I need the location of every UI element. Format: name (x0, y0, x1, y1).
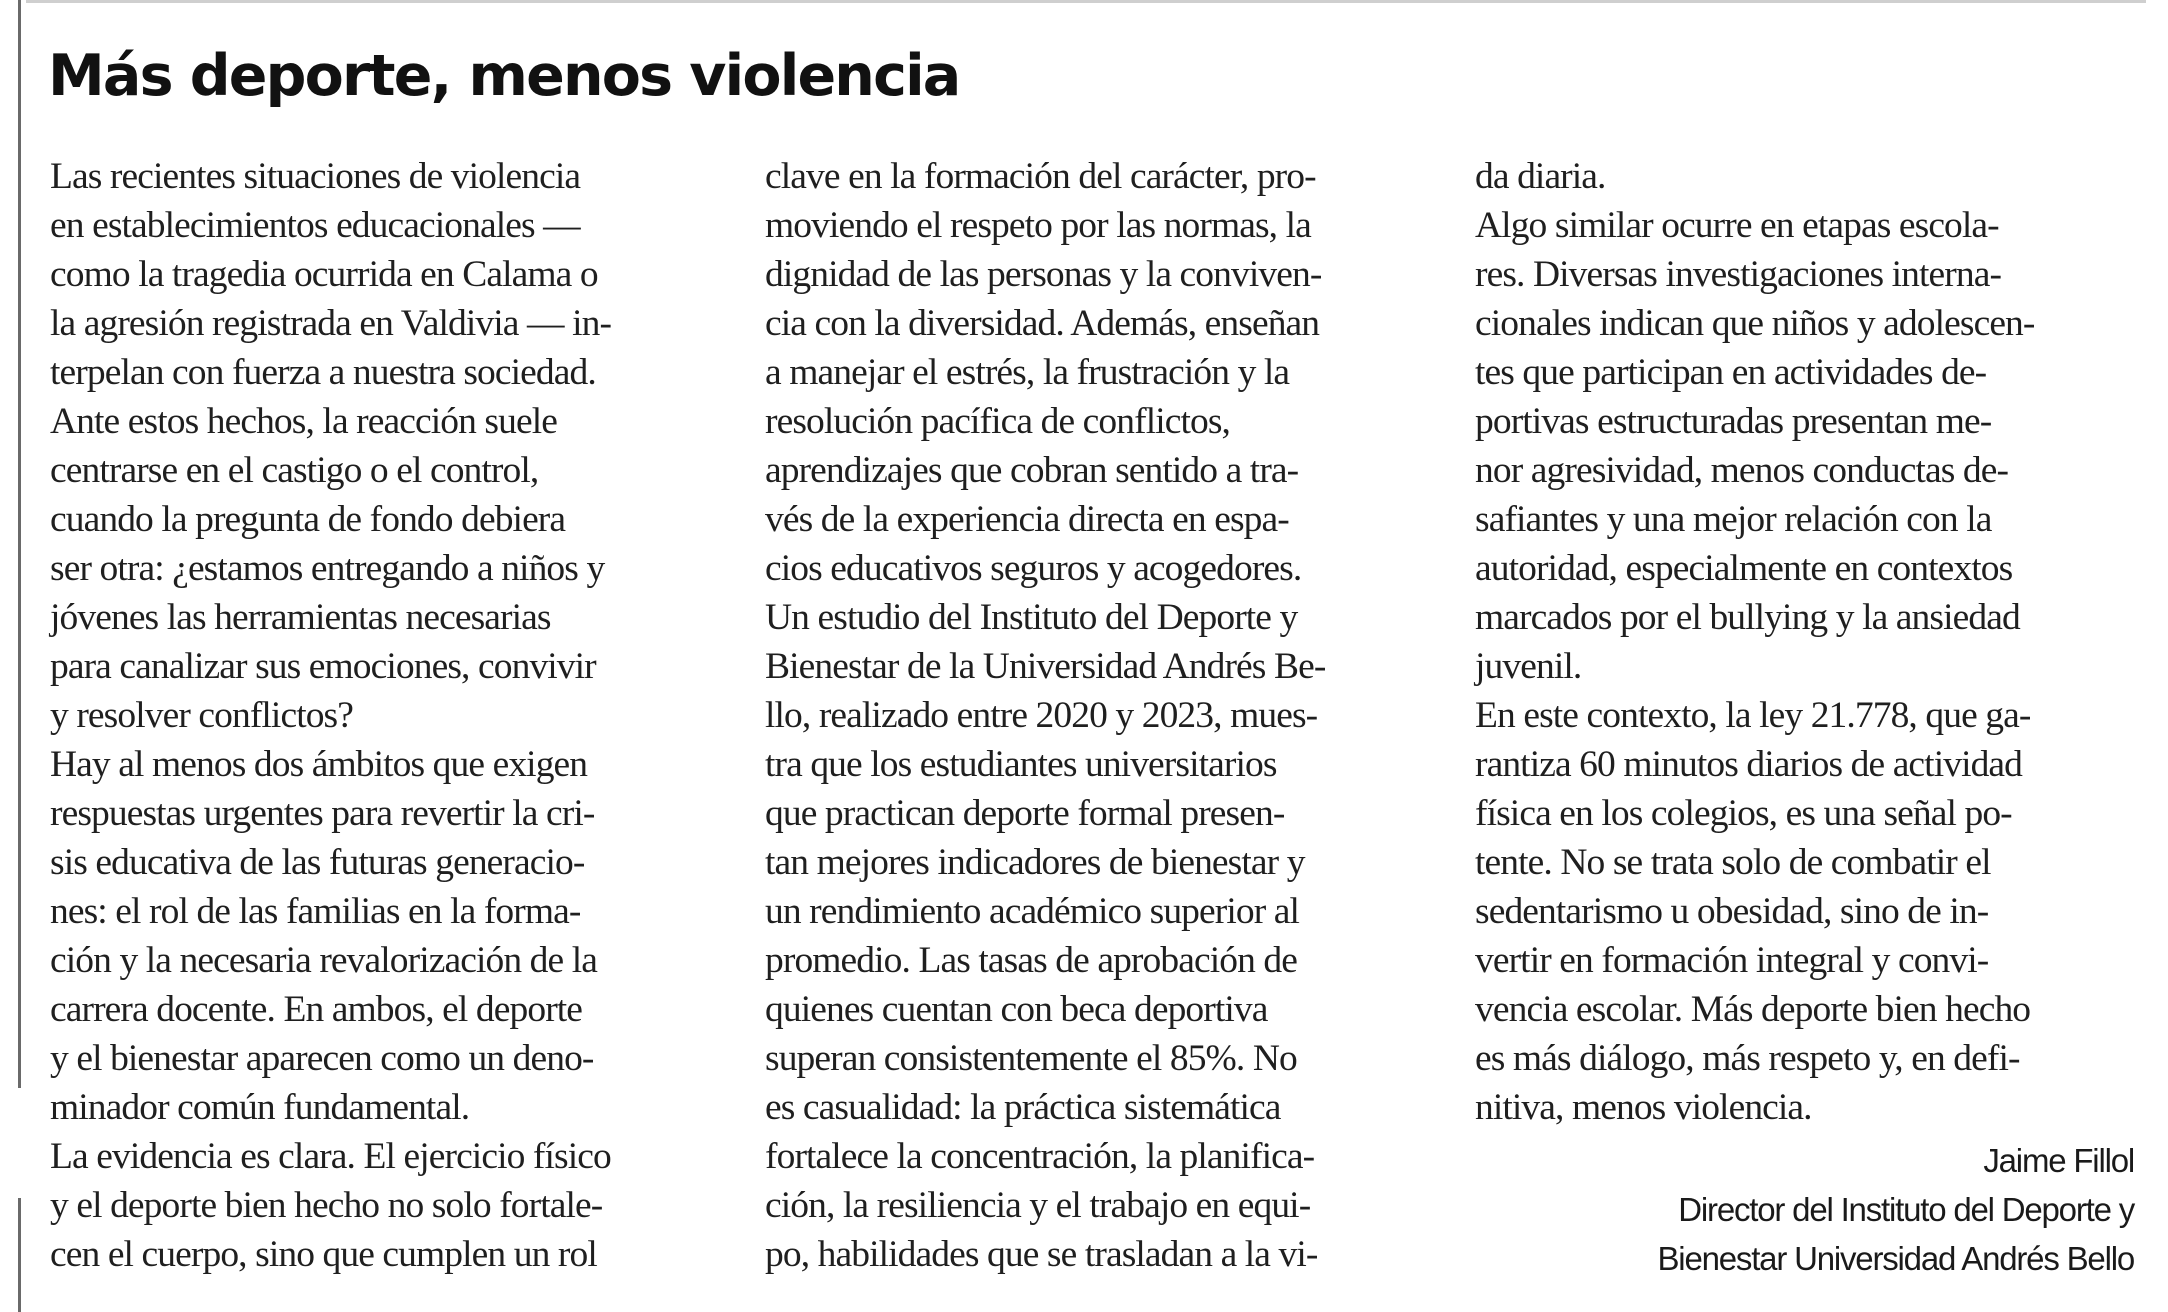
text-line: vencia escolar. Más deporte bien hecho (1475, 989, 2031, 1030)
text-line: carrera docente. En ambos, el deporte (50, 989, 583, 1030)
author-role-line-2: Bienestar Universidad Andrés Bello (1657, 1240, 2134, 1277)
text-line: po, habilidades que se trasladan a la vi- (765, 1234, 1318, 1275)
article-column-2 (765, 152, 1455, 1279)
text-line: portivas estructuradas presentan me- (1475, 401, 1992, 442)
text-line: como la tragedia ocurrida en Calama o (50, 254, 598, 295)
column-rule-upper (18, 0, 21, 1088)
author-name: Jaime Fillol (1983, 1142, 2134, 1179)
text-line: res. Diversas investigaciones interna- (1475, 254, 2002, 295)
text-line: moviendo el respeto por las normas, la (765, 205, 1311, 246)
text-line: tan mejores indicadores de bienestar y (765, 842, 1305, 883)
text-line: aprendizajes que cobran sentido a tra- (765, 450, 1299, 491)
text-line: sis educativa de las futuras generacio- (50, 842, 585, 883)
text-line: nor agresividad, menos conductas de- (1475, 450, 2009, 491)
text-line: respuestas urgentes para revertir la cri- (50, 793, 595, 834)
text-line: cuando la pregunta de fondo debiera (50, 499, 566, 540)
text-line: resolución pacífica de conflictos, (765, 401, 1231, 442)
text-line: y el bienestar aparecen como un deno- (50, 1038, 594, 1079)
text-line: jóvenes las herramientas necesarias (50, 597, 551, 638)
text-line: cia con la diversidad. Además, enseñan (765, 303, 1320, 344)
text-line: superan consistentemente el 85%. No (765, 1038, 1297, 1079)
text-line: La evidencia es clara. El ejercicio físico (50, 1136, 611, 1177)
text-line: tente. No se trata solo de combatir el (1475, 842, 1991, 883)
text-line: tra que los estudiantes universitarios (765, 744, 1277, 785)
text-line: un rendimiento académico superior al (765, 891, 1300, 932)
text-line: que practican deporte formal presen- (765, 793, 1285, 834)
text-line: dignidad de las personas y la conviven- (765, 254, 1322, 295)
text-line: promedio. Las tasas de aprobación de (765, 940, 1297, 981)
text-line: centrarse en el castigo o el control, (50, 450, 539, 491)
text-line: Ante estos hechos, la reacción suele (50, 401, 557, 442)
text-line: y el deporte bien hecho no solo fortale- (50, 1185, 603, 1226)
text-line: terpelan con fuerza a nuestra sociedad. (50, 352, 596, 393)
text-line: minador común fundamental. (50, 1087, 470, 1128)
author-role-line-1: Director del Instituto del Deporte y (1678, 1191, 2134, 1228)
text-line: autoridad, especialmente en contextos (1475, 548, 2013, 589)
text-line: física en los colegios, es una señal po- (1475, 793, 2012, 834)
text-line: fortalece la concentración, la planifica- (765, 1136, 1315, 1177)
text-line: la agresión registrada en Valdivia — in- (50, 303, 612, 344)
text-line: es más diálogo, más respeto y, en defi- (1475, 1038, 2020, 1079)
text-line: tes que participan en actividades de- (1475, 352, 1987, 393)
text-line: sedentarismo u obesidad, sino de in- (1475, 891, 1989, 932)
text-line: Un estudio del Instituto del Deporte y (765, 597, 1298, 638)
text-line: marcados por el bullying y la ansiedad (1475, 597, 2020, 638)
text-line: quienes cuentan con beca deportiva (765, 989, 1268, 1030)
text-line: clave en la formación del carácter, pro- (765, 156, 1316, 197)
top-rule (26, 0, 2146, 3)
text-line: ser otra: ¿estamos entregando a niños y (50, 548, 605, 589)
text-line: safiantes y una mejor relación con la (1475, 499, 1992, 540)
text-line: es casualidad: la práctica sistemática (765, 1087, 1281, 1128)
text-line: nitiva, menos violencia. (1475, 1087, 1812, 1128)
text-line: para canalizar sus emociones, convivir (50, 646, 596, 687)
text-line: En este contexto, la ley 21.778, que ga- (1475, 695, 2031, 736)
text-line: y resolver conflictos? (50, 695, 353, 736)
article-column-1 (50, 152, 740, 1279)
text-line: ción, la resiliencia y el trabajo en equi- (765, 1185, 1311, 1226)
text-line: cios educativos seguros y acogedores. (765, 548, 1302, 589)
text-line: rantiza 60 minutos diarios de actividad (1475, 744, 2023, 785)
text-line: vertir en formación integral y convi- (1475, 940, 1989, 981)
text-line: cen el cuerpo, sino que cumplen un rol (50, 1234, 597, 1275)
text-line: cionales indican que niños y adolescen- (1475, 303, 2035, 344)
text-line: en establecimientos educacionales — (50, 205, 580, 246)
text-line: vés de la experiencia directa en espa- (765, 499, 1289, 540)
text-line: a manejar el estrés, la frustración y la (765, 352, 1290, 393)
column-rule-lower (18, 1198, 21, 1312)
article-column-3 (1475, 152, 2135, 1132)
text-line: Algo similar ocurre en etapas escola- (1475, 205, 1999, 246)
text-line: ción y la necesaria revalorización de la (50, 940, 598, 981)
text-line: nes: el rol de las familias en la forma- (50, 891, 581, 932)
text-line: Las recientes situaciones de violencia (50, 156, 581, 197)
text-line: llo, realizado entre 2020 y 2023, mues- (765, 695, 1318, 736)
article-headline: Más deporte, menos violencia (48, 43, 960, 109)
text-line: juvenil. (1475, 646, 1582, 687)
text-line: da diaria. (1475, 156, 1606, 197)
text-line: Hay al menos dos ámbitos que exigen (50, 744, 588, 785)
text-line: Bienestar de la Universidad Andrés Be- (765, 646, 1326, 687)
